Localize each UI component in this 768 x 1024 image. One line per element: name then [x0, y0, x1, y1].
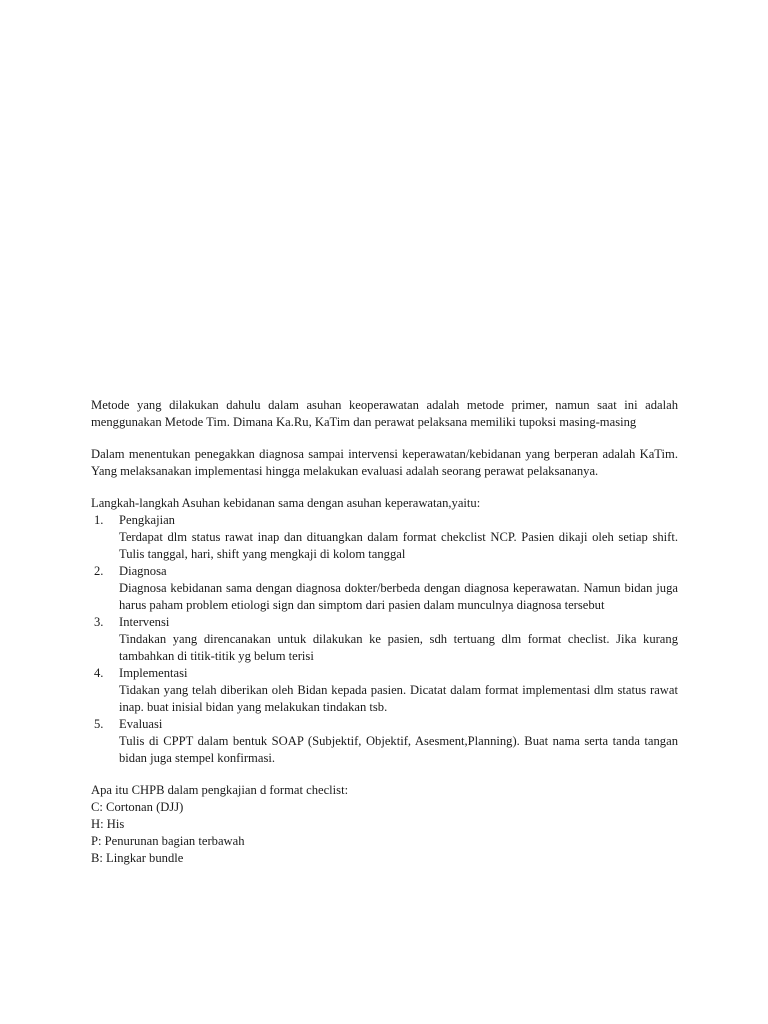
step-number: 1. [94, 513, 104, 527]
paragraph-katim-role: Dalam menentukan penegakkan diagnosa sampai intervensi keperawatan/kebidanan yang berperan adalah KaTim. Yang melaksanakan implementasi hingga melakukan evaluasi adalah seorang perawat pelaksananya. [91, 447, 678, 478]
steps-list [91, 512, 678, 767]
step-description: Tindakan yang direncanakan untuk dilakukan ke pasien, sdh tertuang dlm format checlist. Jika kurang tambahkan di titik-titik yg belum terisi [119, 632, 678, 663]
document-body [91, 397, 678, 867]
chpb-question: Apa itu CHPB dalam pengkajian d format checlist: [91, 783, 349, 797]
step-number: 5. [94, 717, 104, 731]
chpb-section [91, 782, 678, 867]
list-item-intervensi [91, 614, 678, 665]
step-number: 3. [94, 615, 104, 629]
chpb-item-c: C: Cortonan (DJJ) [91, 800, 184, 814]
steps-section [91, 495, 678, 767]
paragraph-team-method: Metode yang dilakukan dahulu dalam asuhan keoperawatan adalah metode primer, namun saat ini adalah menggunakan Metode Tim. Dimana Ka.Ru, KaTim dan perawat pelaksana memiliki tupoksi masing-masing [91, 398, 678, 429]
list-item-diagnosa [91, 563, 678, 614]
step-title: Pengkajian [119, 513, 175, 527]
step-description: Diagnosa kebidanan sama dengan diagnosa dokter/berbeda dengan diagnosa keperawatan. Namun bidan juga harus paham problem etiologi sign dan simptom dari pasien dalam munculnya diagnosa tersebut [119, 581, 678, 612]
step-description: Tidakan yang telah diberikan oleh Bidan kepada pasien. Dicatat dalam format implementasi dlm status rawat inap. buat inisial bidan yang melakukan tindakan tsb. [119, 683, 678, 714]
chpb-item-b: B: Lingkar bundle [91, 851, 184, 865]
steps-intro: Langkah-langkah Asuhan kebidanan sama dengan asuhan keperawatan,yaitu: [91, 496, 481, 510]
chpb-item-p: P: Penurunan bagian terbawah [91, 834, 245, 848]
list-item-pengkajian [91, 512, 678, 563]
step-description: Terdapat dlm status rawat inap dan dituangkan dalam format chekclist NCP. Pasien dikaji oleh setiap shift. Tulis tanggal, hari, shift yang mengkaji di kolom tanggal [119, 530, 678, 561]
list-item-implementasi [91, 665, 678, 716]
step-title: Diagnosa [119, 564, 167, 578]
step-title: Implementasi [119, 666, 188, 680]
list-item-evaluasi [91, 716, 678, 767]
step-title: Intervensi [119, 615, 170, 629]
chpb-item-h: H: His [91, 817, 125, 831]
step-title: Evaluasi [119, 717, 163, 731]
step-number: 2. [94, 564, 104, 578]
step-number: 4. [94, 666, 104, 680]
step-description: Tulis di CPPT dalam bentuk SOAP (Subjektif, Objektif, Asesment,Planning). Buat nama serta tanda tangan bidan juga stempel konfirmasi. [119, 734, 678, 765]
